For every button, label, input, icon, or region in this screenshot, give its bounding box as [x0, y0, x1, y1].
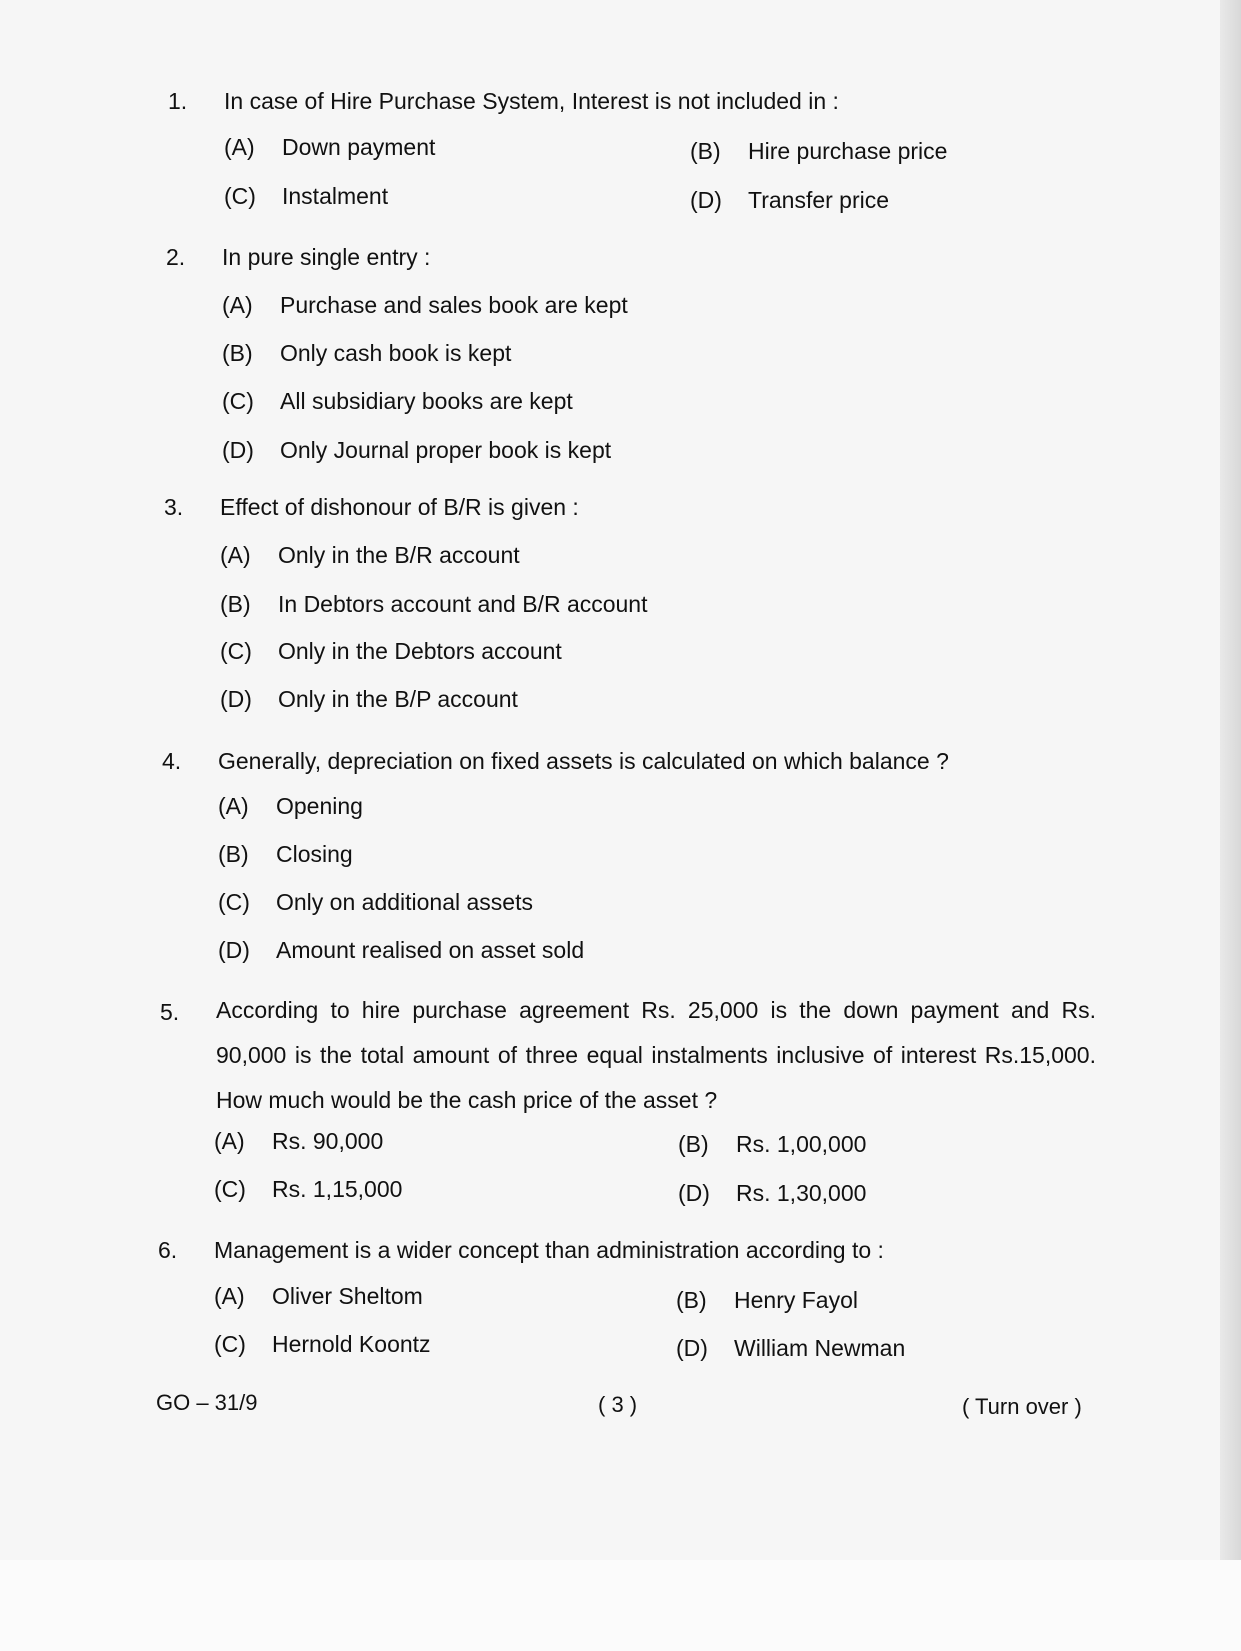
- option-b: (B) In Debtors account and B/R account: [220, 591, 648, 617]
- option-b: (B) Rs. 1,00,000: [678, 1131, 867, 1157]
- question-number: 6.: [158, 1237, 178, 1263]
- option-c: (C) Rs. 1,15,000: [214, 1176, 403, 1202]
- option-b: (B) Closing: [218, 841, 353, 867]
- question-number: 1.: [168, 88, 188, 114]
- option-c: (C) Hernold Koontz: [214, 1331, 431, 1357]
- option-d: (D) Transfer price: [690, 187, 890, 213]
- question-text: Generally, depreciation on fixed assets is calculated on which balance ?: [218, 748, 949, 774]
- question-number: 5.: [160, 999, 180, 1025]
- option-c: (C) Instalment: [224, 183, 389, 209]
- option-a: (A) Rs. 90,000: [214, 1128, 384, 1154]
- option-d: (D) Only in the B/P account: [220, 686, 518, 712]
- turn-over-note: ( Turn over ): [962, 1394, 1082, 1419]
- question-text: According to hire purchase agreement Rs. 25,000 is the down payment and Rs. 90,000 is the total amount of three equal instalments inclusive of interest Rs.15,000. How much would be the cash price of the asset ?: [216, 997, 1096, 1113]
- option-d: (D) Amount realised on asset sold: [218, 937, 585, 963]
- option-a: (A) Down payment: [224, 134, 436, 160]
- question-number: 2.: [166, 244, 186, 270]
- option-a: (A) Opening: [218, 793, 363, 819]
- question-number: 3.: [164, 494, 184, 520]
- question-number: 4.: [162, 748, 182, 774]
- question-text: Effect of dishonour of B/R is given :: [220, 494, 579, 520]
- page-edge-shadow: [1220, 0, 1241, 1560]
- question-text: In case of Hire Purchase System, Interest is not included in :: [224, 88, 839, 114]
- option-b: (B) Only cash book is kept: [222, 340, 512, 366]
- option-d: (D) William Newman: [676, 1335, 906, 1361]
- option-a: (A) Oliver Sheltom: [214, 1283, 423, 1309]
- option-a: (A) Purchase and sales book are kept: [222, 292, 628, 318]
- question-text: In pure single entry :: [222, 244, 431, 270]
- option-c: (C) Only in the Debtors account: [220, 638, 562, 664]
- paper-code: GO – 31/9: [156, 1390, 258, 1415]
- question-text: Management is a wider concept than administration according to :: [214, 1237, 884, 1263]
- option-c: (C) All subsidiary books are kept: [222, 388, 573, 414]
- option-c: (C) Only on additional assets: [218, 889, 533, 915]
- option-a: (A) Only in the B/R account: [220, 542, 520, 568]
- page-number: ( 3 ): [598, 1392, 638, 1417]
- option-b: (B) Henry Fayol: [676, 1287, 858, 1313]
- option-d: (D) Only Journal proper book is kept: [222, 437, 612, 463]
- scan-margin: [0, 1560, 1241, 1651]
- option-b: (B) Hire purchase price: [690, 138, 948, 164]
- option-d: (D) Rs. 1,30,000: [678, 1180, 867, 1206]
